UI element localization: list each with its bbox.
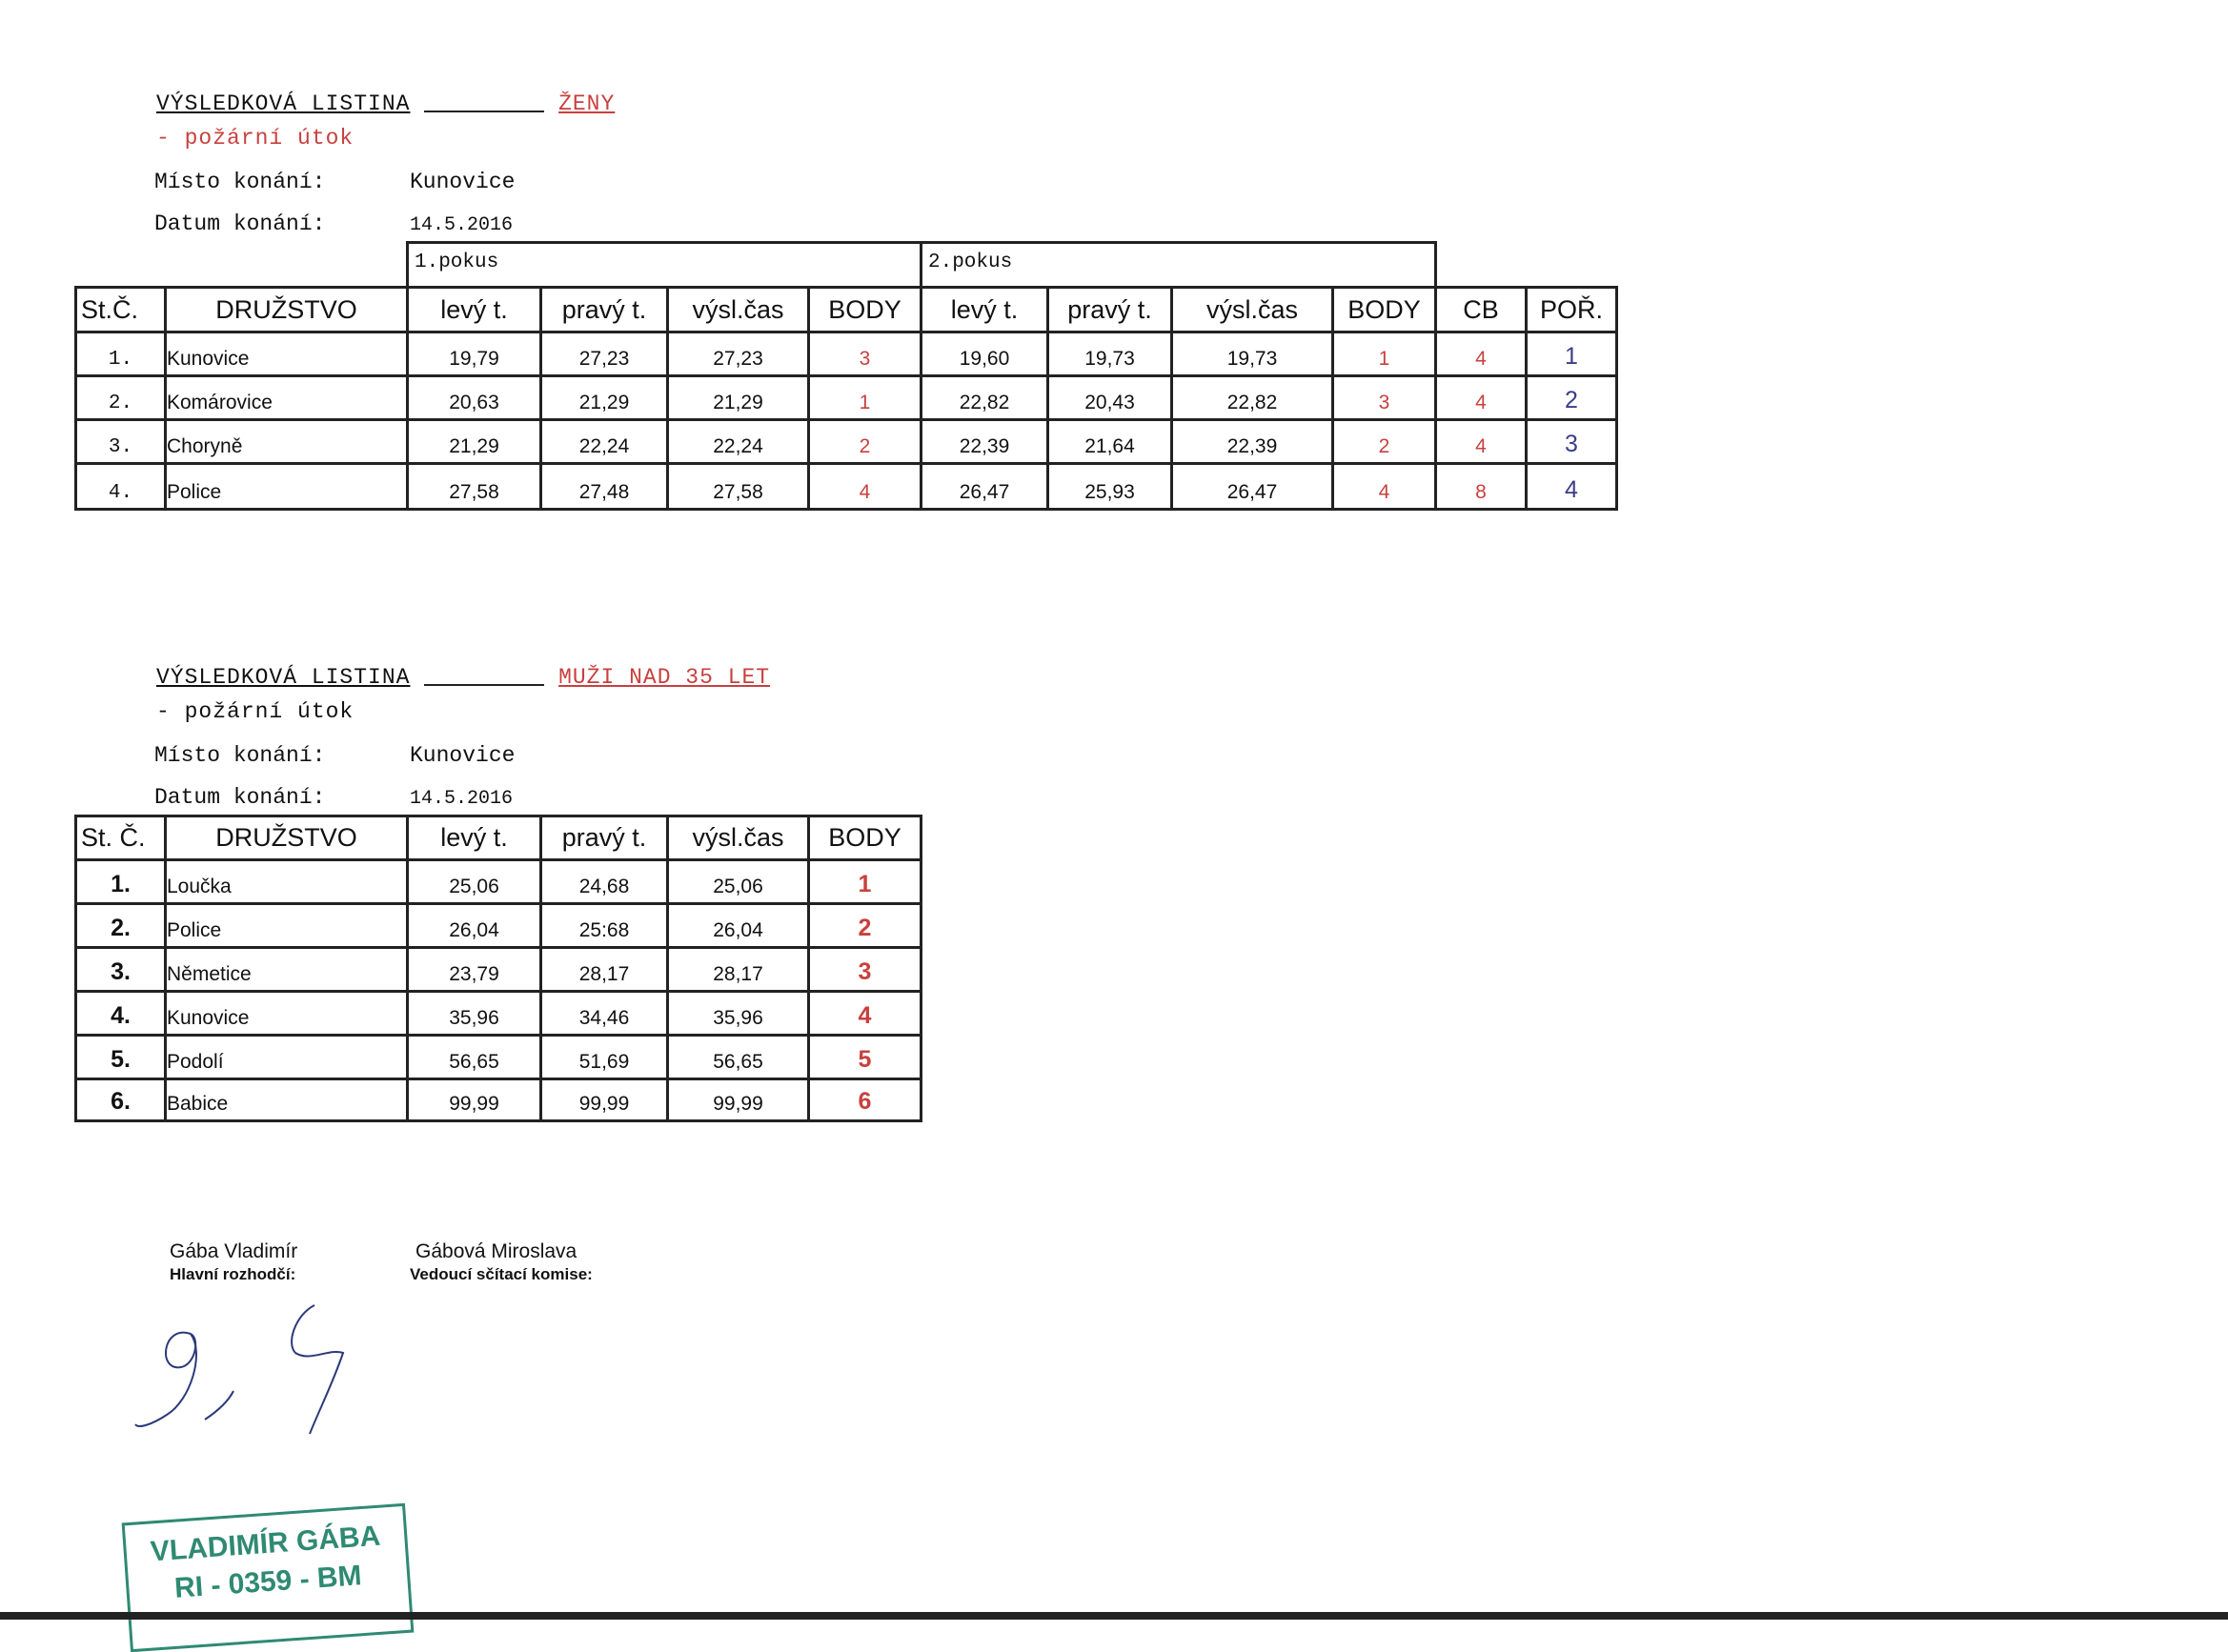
col-header: pravý t. <box>541 816 668 860</box>
result-time: 27,23 <box>668 332 809 376</box>
col-header: DRUŽSTVO <box>166 288 408 332</box>
col-header: výsl.čas <box>1172 288 1333 332</box>
points: 5 <box>809 1036 922 1079</box>
right-time: 25:68 <box>541 904 668 948</box>
points: 1 <box>1333 332 1436 376</box>
col-header: DRUŽSTVO <box>166 816 408 860</box>
left-time: 35,96 <box>408 992 541 1036</box>
men-results-table <box>74 815 922 1122</box>
table-row <box>76 992 922 1036</box>
points: 3 <box>809 948 922 992</box>
col-header: St.Č. <box>76 288 166 332</box>
stamp-line1: VLADIMÍR GÁBA <box>149 1520 382 1568</box>
women-place: Kunovice <box>410 170 516 194</box>
final-rank: 2 <box>1527 376 1617 420</box>
title-line <box>424 684 544 686</box>
start-number: 5. <box>76 1036 166 1079</box>
team-name: Podolí <box>166 1036 408 1079</box>
start-number: 1. <box>76 332 166 376</box>
result-time: 21,29 <box>668 376 809 420</box>
result-time: 99,99 <box>668 1079 809 1121</box>
left-time: 20,63 <box>408 376 541 420</box>
col-header: levý t. <box>408 816 541 860</box>
points: 1 <box>809 376 922 420</box>
men-header-row <box>76 816 922 860</box>
col-header: St. Č. <box>76 816 166 860</box>
right-time: 21,29 <box>541 376 668 420</box>
team-name: Police <box>166 904 408 948</box>
points: 2 <box>809 904 922 948</box>
right-time: 19,73 <box>1048 332 1172 376</box>
result-time: 22,24 <box>668 420 809 464</box>
points: 4 <box>809 464 922 510</box>
women-header <box>156 91 615 116</box>
col-header: pravý t. <box>1048 288 1172 332</box>
women-place-label: Místo konání: <box>154 170 326 194</box>
scan-edge <box>0 1612 2228 1620</box>
right-time: 25,93 <box>1048 464 1172 510</box>
col-header: CB <box>1436 288 1527 332</box>
start-number: 4. <box>76 992 166 1036</box>
col-header: BODY <box>809 288 922 332</box>
men-date: 14.5.2016 <box>410 788 514 810</box>
result-time: 22,82 <box>1172 376 1333 420</box>
points: 2 <box>809 420 922 464</box>
table-row <box>76 904 922 948</box>
col-header: výsl.čas <box>668 816 809 860</box>
col-header: výsl.čas <box>668 288 809 332</box>
points: 3 <box>1333 376 1436 420</box>
attempt2-label: 2.pokus <box>922 243 1436 288</box>
right-time: 22,24 <box>541 420 668 464</box>
result-time: 26,47 <box>1172 464 1333 510</box>
points: 2 <box>1333 420 1436 464</box>
right-time: 99,99 <box>541 1079 668 1121</box>
men-place-label: Místo konání: <box>154 743 326 768</box>
men-place: Kunovice <box>410 743 516 768</box>
left-time: 25,06 <box>408 860 541 904</box>
table-row <box>76 420 1617 464</box>
team-name: Němetice <box>166 948 408 992</box>
right-time: 21,64 <box>1048 420 1172 464</box>
start-number: 6. <box>76 1079 166 1121</box>
col-header: BODY <box>809 816 922 860</box>
table-row <box>76 464 1617 510</box>
men-header <box>156 665 770 690</box>
left-time: 27,58 <box>408 464 541 510</box>
start-number: 3. <box>76 420 166 464</box>
team-name: Komárovice <box>166 376 408 420</box>
start-number: 4. <box>76 464 166 510</box>
attempt-header-row <box>76 243 1617 288</box>
result-time: 35,96 <box>668 992 809 1036</box>
result-time: 22,39 <box>1172 420 1333 464</box>
points: 3 <box>809 332 922 376</box>
right-time: 51,69 <box>541 1036 668 1079</box>
result-time: 25,06 <box>668 860 809 904</box>
women-results-table <box>74 241 1618 511</box>
women-header-row <box>76 288 1617 332</box>
points: 4 <box>1333 464 1436 510</box>
left-time: 21,29 <box>408 420 541 464</box>
col-header: levý t. <box>922 288 1048 332</box>
attempt1-label: 1.pokus <box>408 243 922 288</box>
result-time: 28,17 <box>668 948 809 992</box>
table-row <box>76 1036 922 1079</box>
table-row <box>76 948 922 992</box>
team-name: Loučka <box>166 860 408 904</box>
left-time: 23,79 <box>408 948 541 992</box>
left-time: 99,99 <box>408 1079 541 1121</box>
men-discipline: - požární útok <box>156 699 354 724</box>
total-points: 4 <box>1436 332 1527 376</box>
col-header: levý t. <box>408 288 541 332</box>
left-time: 19,79 <box>408 332 541 376</box>
result-time: 26,04 <box>668 904 809 948</box>
official-stamp <box>122 1503 415 1652</box>
right-time: 27,23 <box>541 332 668 376</box>
table-row <box>76 1079 922 1121</box>
right-time: 28,17 <box>541 948 668 992</box>
start-number: 2. <box>76 376 166 420</box>
judge-name: Gába Vladimír <box>170 1240 298 1262</box>
stamp-line2: RI - 0359 - BM <box>173 1560 363 1604</box>
right-time: 24,68 <box>541 860 668 904</box>
total-points: 4 <box>1436 420 1527 464</box>
points: 4 <box>809 992 922 1036</box>
left-time: 22,39 <box>922 420 1048 464</box>
team-name: Babice <box>166 1079 408 1121</box>
left-time: 26,04 <box>408 904 541 948</box>
result-time: 27,58 <box>668 464 809 510</box>
start-number: 1. <box>76 860 166 904</box>
men-title: VÝSLEDKOVÁ LISTINA <box>156 665 411 690</box>
total-points: 4 <box>1436 376 1527 420</box>
final-rank: 3 <box>1527 420 1617 464</box>
right-time: 34,46 <box>541 992 668 1036</box>
title-line <box>424 111 544 112</box>
points: 1 <box>809 860 922 904</box>
col-header: POŘ. <box>1527 288 1617 332</box>
start-number: 2. <box>76 904 166 948</box>
women-date: 14.5.2016 <box>410 214 514 236</box>
team-name: Choryně <box>166 420 408 464</box>
result-time: 56,65 <box>668 1036 809 1079</box>
table-row <box>76 376 1617 420</box>
men-category: MUŽI NAD 35 LET <box>558 665 771 690</box>
right-time: 27,48 <box>541 464 668 510</box>
handwritten-signature <box>124 1296 372 1448</box>
team-name: Kunovice <box>166 332 408 376</box>
table-row <box>76 332 1617 376</box>
left-time: 26,47 <box>922 464 1048 510</box>
col-header: pravý t. <box>541 288 668 332</box>
points: 6 <box>809 1079 922 1121</box>
left-time: 19,60 <box>922 332 1048 376</box>
team-name: Police <box>166 464 408 510</box>
women-title: VÝSLEDKOVÁ LISTINA <box>156 91 411 116</box>
final-rank: 4 <box>1527 464 1617 510</box>
col-header: BODY <box>1333 288 1436 332</box>
result-time: 19,73 <box>1172 332 1333 376</box>
women-discipline: - požární útok <box>156 126 354 151</box>
left-time: 22,82 <box>922 376 1048 420</box>
total-points: 8 <box>1436 464 1527 510</box>
table-row <box>76 860 922 904</box>
men-date-label: Datum konání: <box>154 785 326 810</box>
start-number: 3. <box>76 948 166 992</box>
right-time: 20,43 <box>1048 376 1172 420</box>
final-rank: 1 <box>1527 332 1617 376</box>
women-category: ŽENY <box>558 91 616 116</box>
left-time: 56,65 <box>408 1036 541 1079</box>
counter-role: Vedoucí sčítací komise: <box>410 1265 593 1283</box>
team-name: Kunovice <box>166 992 408 1036</box>
women-date-label: Datum konání: <box>154 212 326 236</box>
judge-role: Hlavní rozhodčí: <box>170 1265 296 1283</box>
counter-name: Gábová Miroslava <box>415 1240 577 1262</box>
